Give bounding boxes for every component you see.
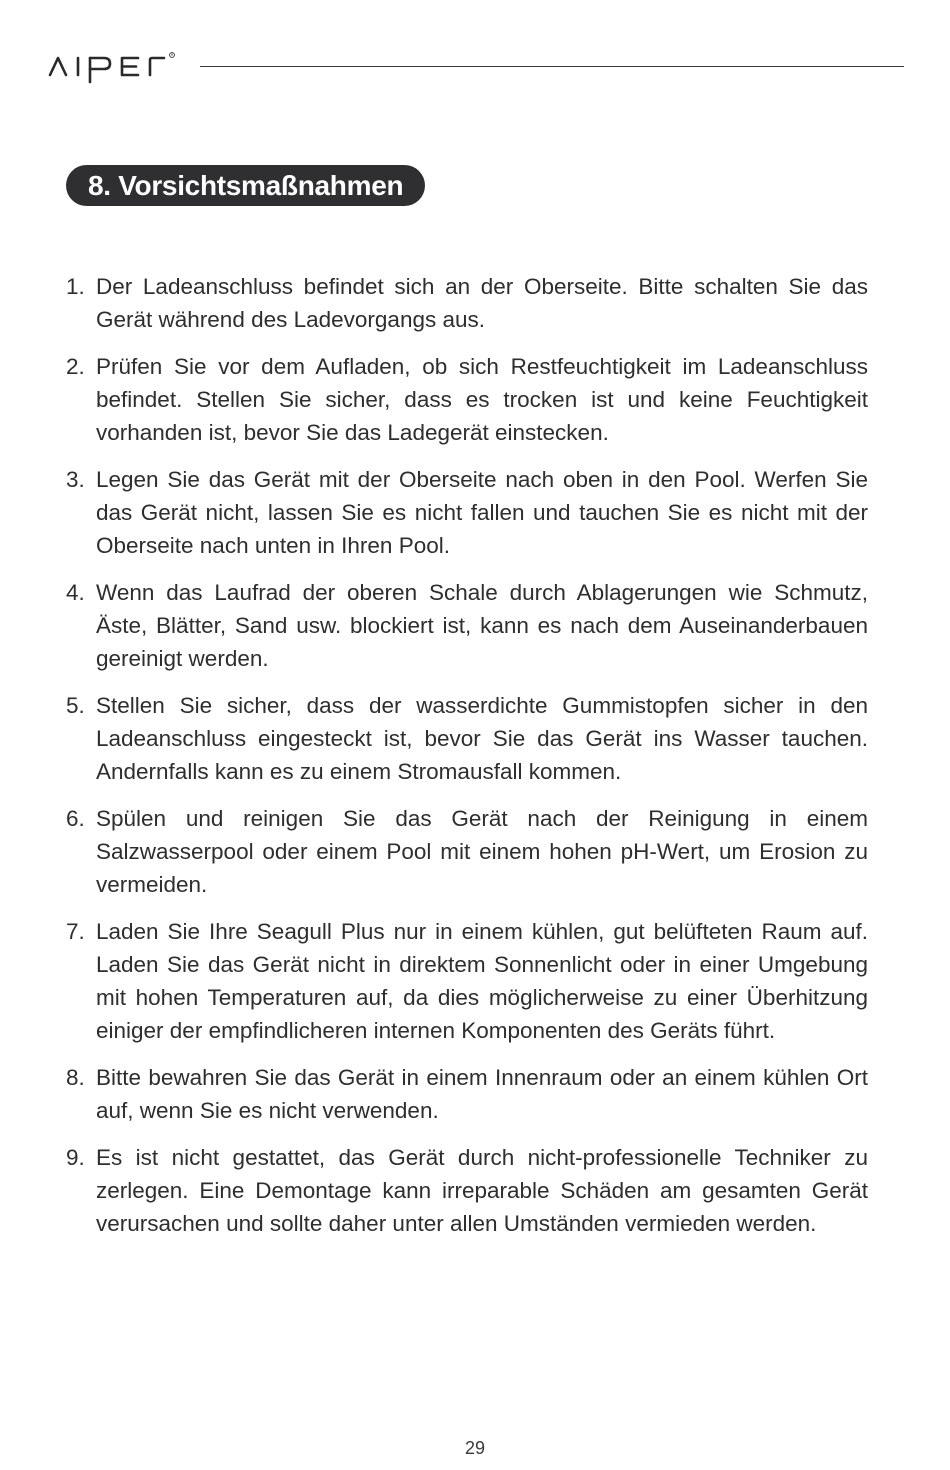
item-text: Stellen Sie sicher, dass der wasserdichte Gummistopfen sicher in den Ladeanschluss eingesteckt ist, bevor Sie das Gerät ins Wasser tauchen. Andernfalls kann es zu einem Stromausfall kommen. — [96, 693, 868, 784]
page-number: 29 — [464, 1438, 486, 1458]
item-text: Legen Sie das Gerät mit der Oberseite nach oben in den Pool. Werfen Sie das Gerät nicht, lassen Sie es nicht fallen und tauchen Sie es nicht mit der Oberseite nach unten in Ihren Pool. — [96, 467, 868, 558]
list-item — [66, 350, 868, 449]
list-item — [66, 1141, 868, 1240]
list-item — [66, 802, 868, 901]
item-number: 6. — [66, 806, 85, 831]
item-text: Es ist nicht gestattet, das Gerät durch nicht-professionelle Techniker zu zerlegen. Eine Demontage kann irreparable Schäden am gesamten Gerät verursachen und sollte daher unter allen Umständen vermieden werden. — [96, 1145, 868, 1236]
list-item — [66, 270, 868, 336]
item-number: 4. — [66, 580, 85, 605]
svg-text:R: R — [170, 53, 174, 58]
item-number: 8. — [66, 1065, 85, 1090]
item-text: Wenn das Laufrad der oberen Schale durch Ablagerungen wie Schmutz, Äste, Blätter, Sand usw. blockiert ist, kann es nach dem Auseinanderbauen gereinigt werden. — [96, 580, 868, 671]
item-number: 9. — [66, 1145, 85, 1170]
precautions-list — [66, 270, 868, 1254]
item-number: 3. — [66, 467, 85, 492]
list-item — [66, 915, 868, 1047]
aiper-logo-icon — [48, 46, 188, 86]
header-divider — [200, 66, 904, 67]
item-text: Spülen und reinigen Sie das Gerät nach der Reinigung in einem Salzwasserpool oder einem Pool mit einem hohen pH-Wert, um Erosion zu vermeiden. — [96, 806, 868, 897]
list-item — [66, 689, 868, 788]
page-header — [48, 46, 904, 86]
list-item — [66, 576, 868, 675]
list-item — [66, 463, 868, 562]
list-item — [66, 1061, 868, 1127]
item-number: 2. — [66, 354, 85, 379]
item-text: Prüfen Sie vor dem Aufladen, ob sich Restfeuchtigkeit im Ladeanschluss befindet. Stellen Sie sicher, dass es trocken ist und keine Feuchtigkeit vorhanden ist, bevor Sie das Ladegerät einstecken. — [96, 354, 868, 445]
item-number: 5. — [66, 693, 85, 718]
item-text: Laden Sie Ihre Seagull Plus nur in einem kühlen, gut belüfteten Raum auf. Laden Sie das Gerät nicht in direktem Sonnenlicht oder in einer Umgebung mit hohen Temperaturen auf, da dies möglicherweise zu einer Überhitzung einiger der empfindlicheren internen Komponenten des Geräts führt. — [96, 919, 868, 1043]
item-text: Der Ladeanschluss befindet sich an der Oberseite. Bitte schalten Sie das Gerät während des Ladevorgangs aus. — [96, 274, 868, 332]
item-number: 1. — [66, 274, 85, 299]
item-text: Bitte bewahren Sie das Gerät in einem Innenraum oder an einem kühlen Ort auf, wenn Sie es nicht verwenden. — [96, 1065, 868, 1123]
item-number: 7. — [66, 919, 85, 944]
section-title: 8. Vorsichtsmaßnahmen — [66, 165, 425, 206]
